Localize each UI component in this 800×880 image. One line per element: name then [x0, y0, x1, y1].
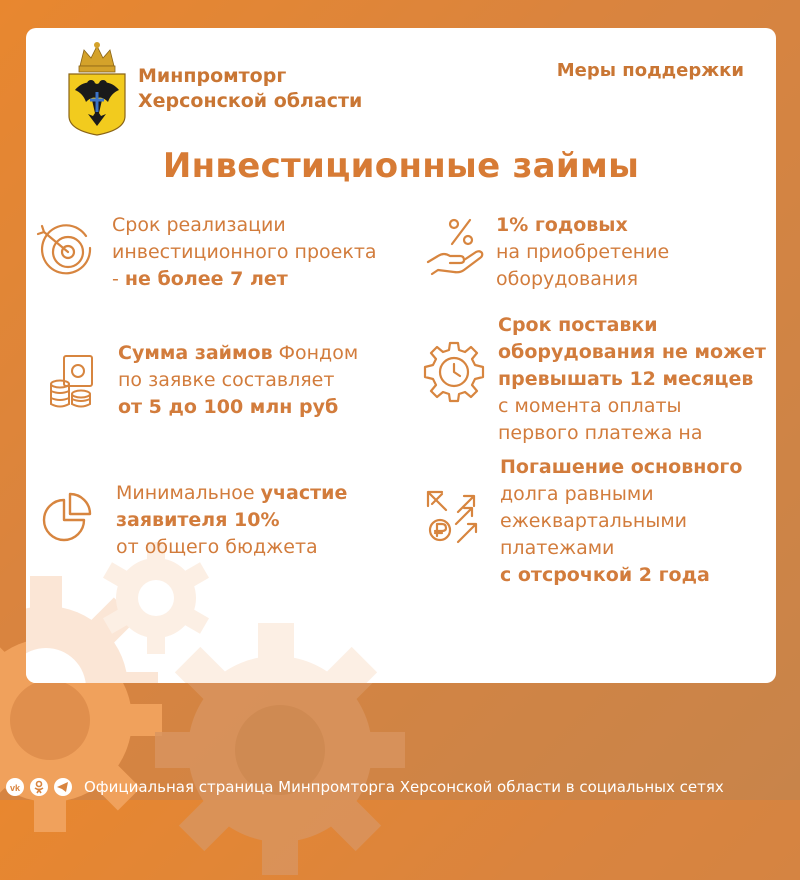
share-text: Минимальное участие заявителя 10% от общего бюджета — [116, 482, 348, 558]
target-icon — [36, 222, 100, 278]
footer-text: Официальная страница Минпромторга Херсонской области в социальных сетях — [84, 778, 724, 796]
ruble-repayment-icon — [426, 490, 482, 546]
decorative-gear-icon — [146, 618, 406, 683]
rate-text: 1% годовых на приобретение оборудования — [496, 214, 670, 290]
gear-clock-icon — [422, 340, 486, 404]
vk-icon[interactable] — [6, 778, 24, 796]
ministry-name-line2: Херсонской области — [138, 90, 363, 112]
amount-text: Сумма займов Фондом по заявке составляет от 5 до 100 млн руб — [118, 342, 359, 418]
odnoklassniki-icon[interactable] — [30, 778, 48, 796]
ministry-name-line1: Минпромторг — [138, 65, 287, 87]
pie-chart-icon — [40, 490, 96, 546]
kherson-coat-of-arms-icon — [66, 40, 128, 136]
delivery-text: Срок поставки оборудования не может превышать 12 месяцев с момента оплаты первого платежа на — [498, 314, 766, 444]
footer — [0, 770, 800, 800]
info-card — [26, 28, 776, 683]
repayment-text: Погашение основного долга равными ежеквартальными платежами с отсрочкой 2 года — [500, 456, 743, 586]
svg-text:vk: vk — [9, 783, 21, 793]
ministry-name — [138, 64, 362, 114]
section-tag: Меры поддержки — [556, 60, 744, 81]
term-text: Срок реализации инвестиционного проекта - не более 7 лет — [112, 214, 377, 290]
page-title: Инвестиционные займы — [162, 146, 640, 186]
telegram-icon[interactable] — [54, 778, 72, 796]
coins-money-icon — [48, 354, 100, 410]
percent-hand-icon — [424, 216, 486, 278]
